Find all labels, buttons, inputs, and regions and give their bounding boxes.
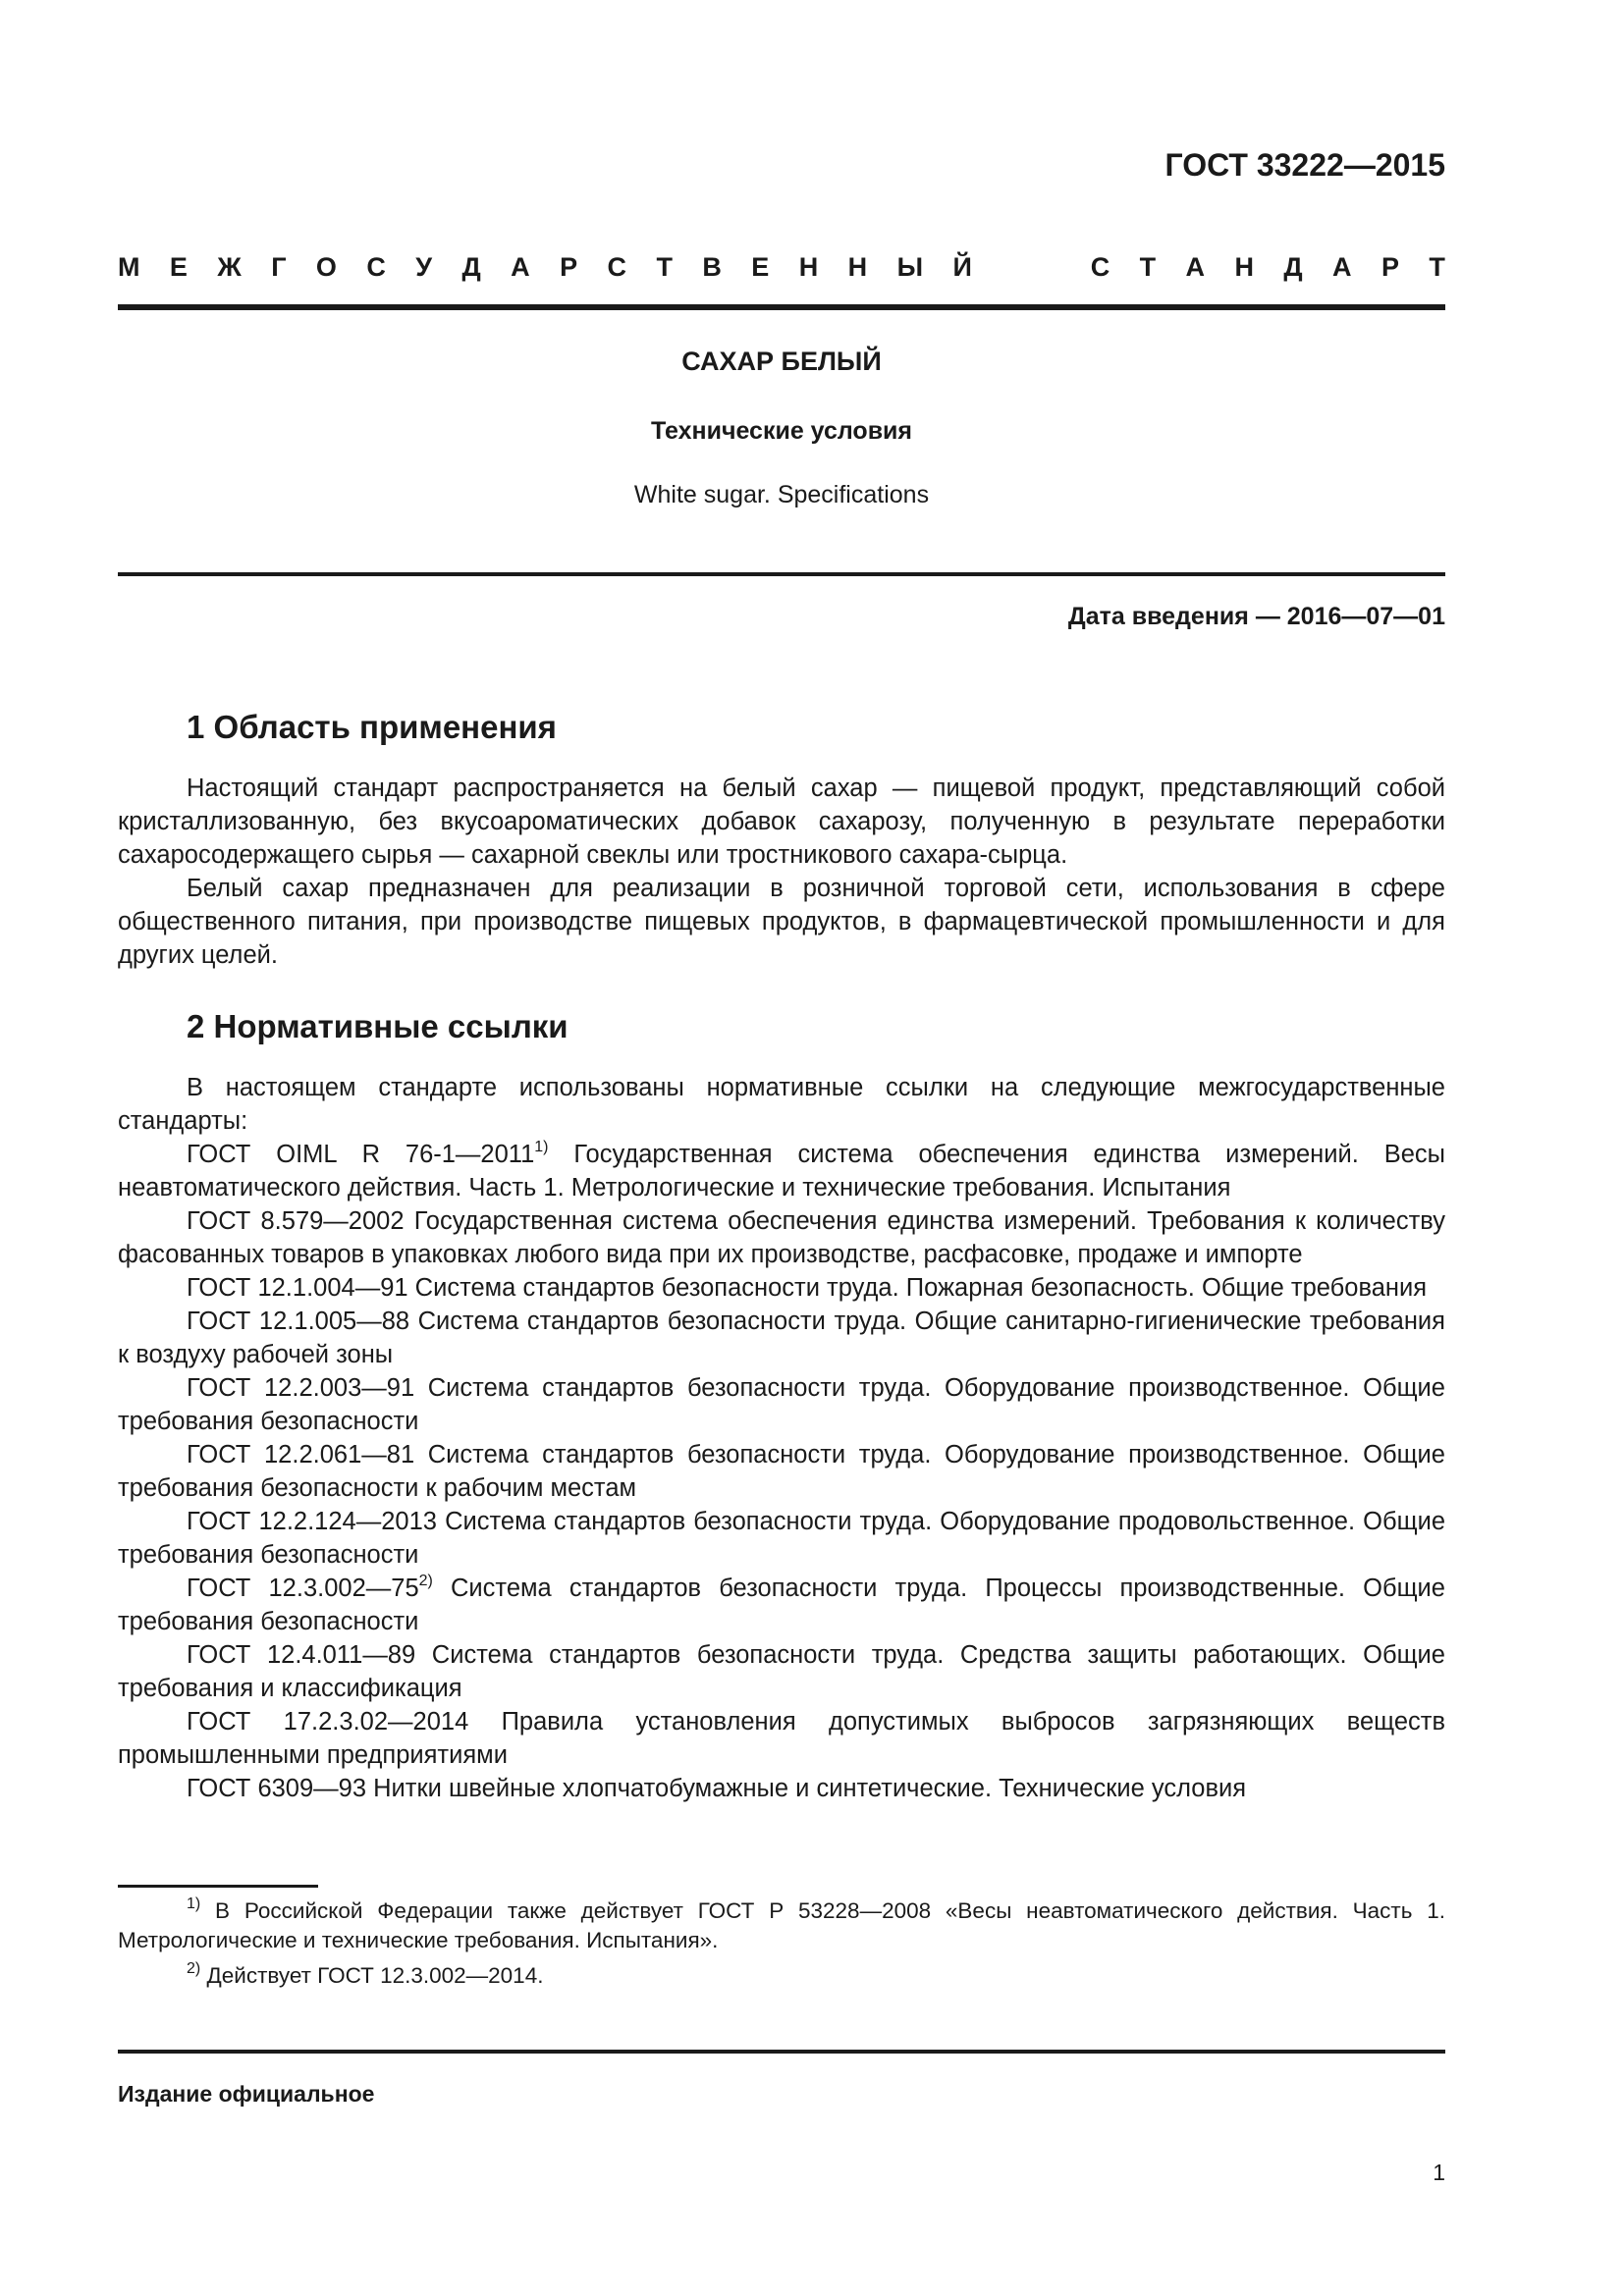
banner-letter: Г xyxy=(271,252,287,282)
footnotes xyxy=(118,1896,1445,1997)
paragraph: Белый сахар предназначен для реализации в розничной торговой сети, использования в сфере общественного питания, при производстве пищевых продуктов, в фармацевтической промышленности и для других целей. xyxy=(118,875,1445,969)
reference-title: Система стандартов безопасности труда. Общие санитарно-гигиенические требования к воздуху рабочей зоны xyxy=(118,1308,1445,1368)
reference-code: ГОСТ 12.2.061—81 xyxy=(187,1441,415,1468)
reference-item xyxy=(118,1705,1445,1772)
footnote-text: В Российской Федерации также действует ГОСТ Р 53228—2008 «Весы неавтоматического действия. Часть 1. Метрологические и технические требования. Испытания». xyxy=(118,1898,1445,1952)
reference-item xyxy=(118,1572,1445,1638)
english-title: White sugar. Specifications xyxy=(633,481,930,508)
reference-item xyxy=(118,1638,1445,1705)
official-edition-label: Издание официальное xyxy=(118,2081,375,2107)
banner-letter: Ж xyxy=(217,252,242,282)
banner-letter: С xyxy=(1090,252,1110,282)
banner-letter: О xyxy=(315,252,337,282)
reference-title: Государственная система обеспечения единства измерений. Весы неавтоматического действия. Часть 1. Метрологические и технические требования. Испытания xyxy=(118,1141,1445,1201)
banner-letter: А xyxy=(511,252,530,282)
banner-letter: Т xyxy=(1139,252,1157,282)
reference-title: Правила установления допустимых выбросов загрязняющих веществ промышленными предприятиями xyxy=(118,1708,1445,1769)
reference-title: Нитки швейные хлопчатобумажные и синтетические. Технические условия xyxy=(373,1775,1247,1802)
section-heading-references: 2 Нормативные ссылки xyxy=(187,1008,568,1044)
banner-letter: Н xyxy=(1234,252,1254,282)
reference-title: Система стандартов безопасности труда. Средства защиты работающих. Общие требования и классификация xyxy=(118,1641,1445,1702)
reference-item xyxy=(118,1371,1445,1438)
banner-letter: Н xyxy=(847,252,868,282)
reference-code: ГОСТ 12.4.011—89 xyxy=(187,1641,416,1669)
reference-title: Система стандартов безопасности труда. Процессы производственные. Общие требования безопасности xyxy=(118,1575,1445,1635)
banner-letter: Й xyxy=(952,252,972,282)
title-divider xyxy=(118,572,1445,576)
section-heading-scope: 1 Область применения xyxy=(187,709,557,745)
paragraph: Настоящий стандарт распространяется на белый сахар — пищевой продукт, представляющий собой кристаллизованную, без вкусоароматических добавок сахарозу, полученную в результате переработки сахаросодержащего сырья — сахарной свеклы или тростникового сахара-сырца. xyxy=(118,774,1445,869)
banner-letter: Е xyxy=(751,252,770,282)
reference-code: ГОСТ 17.2.3.02—2014 xyxy=(187,1708,469,1735)
reference-title: Система стандартов безопасности труда. Оборудование производственное. Общие требования безопасности xyxy=(118,1374,1445,1435)
reference-item xyxy=(118,1271,1445,1305)
reference-title: Государственная система обеспечения единства измерений. Требования к количеству фасованных товаров в упаковках любого вида при их производстве, расфасовке, продаже и импорте xyxy=(118,1207,1445,1268)
reference-item xyxy=(118,1505,1445,1572)
reference-item xyxy=(118,1305,1445,1371)
reference-title: Система стандартов безопасности труда. Пожарная безопасность. Общие требования xyxy=(414,1274,1428,1302)
section-scope-body xyxy=(118,772,1445,972)
document-title: САХАР БЕЛЫЙ xyxy=(681,347,882,376)
banner-letter: А xyxy=(1185,252,1206,282)
banner-letter: Р xyxy=(560,252,578,282)
introduction-date: Дата введения — 2016—07—01 xyxy=(1067,603,1445,630)
footnote-text: Действует ГОСТ 12.3.002—2014. xyxy=(206,1963,544,1988)
banner-letter: Д xyxy=(461,252,481,282)
banner-letter: Н xyxy=(798,252,819,282)
reference-code: ГОСТ 12.1.004—91 xyxy=(187,1274,408,1302)
banner-letter: М xyxy=(118,252,140,282)
banner-letter: Т xyxy=(656,252,673,282)
document-subtitle: Технические условия xyxy=(650,417,913,445)
reference-title: Система стандартов безопасности труда. Оборудование производственное. Общие требования безопасности к рабочим местам xyxy=(118,1441,1445,1502)
footnote-marker: 1) xyxy=(534,1138,549,1155)
reference-title: Система стандартов безопасности труда. Оборудование продовольственное. Общие требования безопасности xyxy=(118,1508,1445,1569)
banner-word-gap xyxy=(1001,250,1060,284)
banner-letter: Р xyxy=(1380,252,1399,282)
reference-code: ГОСТ 12.2.003—91 xyxy=(187,1374,415,1402)
banner-letter: А xyxy=(1332,252,1352,282)
paragraph: В настоящем стандарте использованы нормативные ссылки на следующие межгосударственные стандарты: xyxy=(118,1074,1445,1135)
reference-code: ГОСТ 12.3.002—75 xyxy=(187,1575,419,1602)
footnote-mark: 1) xyxy=(187,1895,201,1912)
footnote xyxy=(118,1896,1445,1955)
banner-letter: У xyxy=(415,252,433,282)
banner-letter: С xyxy=(366,252,386,282)
banner-letter: Д xyxy=(1283,252,1303,282)
footnote-marker: 2) xyxy=(418,1572,433,1589)
banner-letter: С xyxy=(607,252,627,282)
reference-code: ГОСТ 8.579—2002 xyxy=(187,1207,405,1235)
interstate-standard-banner xyxy=(118,250,1445,284)
reference-code: ГОСТ 12.1.005—88 xyxy=(187,1308,410,1335)
reference-item xyxy=(118,1138,1445,1204)
banner-letter: Т xyxy=(1429,252,1445,282)
footnote-mark: 2) xyxy=(187,1959,201,1977)
reference-code: ГОСТ OIML R 76-1—2011 xyxy=(187,1141,535,1168)
reference-item xyxy=(118,1772,1445,1805)
reference-item xyxy=(118,1438,1445,1505)
page-number: 1 xyxy=(1433,2160,1445,2185)
banner-letter: В xyxy=(702,252,722,282)
header-divider xyxy=(118,304,1445,310)
footnote xyxy=(118,1961,1445,1991)
document-code: ГОСТ 33222—2015 xyxy=(1164,147,1445,183)
banner-letter: Ы xyxy=(896,252,924,282)
reference-item xyxy=(118,1204,1445,1271)
footer-divider xyxy=(118,2050,1445,2054)
section-references-body xyxy=(118,1071,1445,1805)
reference-code: ГОСТ 12.2.124—2013 xyxy=(187,1508,437,1535)
reference-code: ГОСТ 6309—93 xyxy=(187,1775,367,1802)
footnote-separator xyxy=(118,1885,318,1888)
banner-letter: Е xyxy=(169,252,188,282)
